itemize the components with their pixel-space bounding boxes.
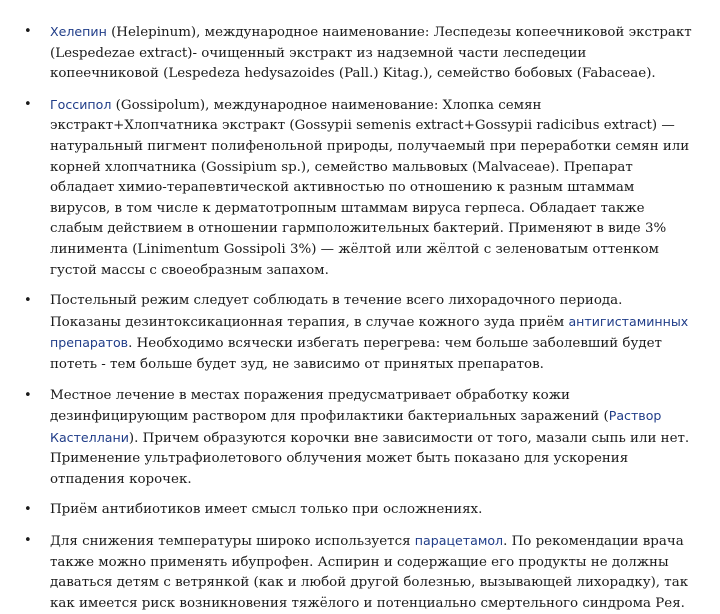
- list-item-antibiotics: [20, 500, 696, 521]
- bullet-list: [20, 22, 696, 614]
- item-text: (Gossipolum), международное наименование: Хлопка семян экстракт+Хлопчатника экстракт (Gossypii semenis extract+Gossypii radicibus extract) — натуральный пигмент полифенольной природы, получаемый при переработки семян или корней хлопчатника (Gossipium sp.), семейство мальвовых (Malvaceae). Препарат обладает химио-терапевтической активностью по отношению к разным штаммам вирусов, в том числе к дерматотропным штаммам вируса герпеса. Обладает также слабым действием в отношении гармположительных бактерий. Применяют в виде 3% линимента (Linimentum Gossipoli 3%) — жёлтой или жёлтой с зеленоватым оттенком густой массы с своеобразным запахом.: [50, 97, 690, 278]
- list-item-bed-rest: [20, 291, 696, 375]
- link-helepin[interactable]: Хелепин: [50, 24, 107, 39]
- item-text: Приём антибиотиков имеет смысл только при осложнениях.: [50, 502, 483, 518]
- bullet-icon: •: [24, 24, 32, 39]
- bullet-icon: •: [24, 96, 32, 112]
- item-text-after: ). Причем образуются корочки вне зависимости от того, мазали сыпь или нет. Применение ультрафиолетового облучения может быть показано для ускорения отпадения корочек.: [50, 430, 690, 487]
- item-text-before: Постельный режим следует соблюдать в течение всего лихорадочного периода. Показаны дезинтоксикационная терапия, в случае кожного зуда приём: [50, 293, 623, 330]
- list-item-helepin: [20, 22, 696, 85]
- list-item-local-treatment: [20, 386, 696, 491]
- bullet-icon: •: [24, 387, 32, 403]
- link-antihistamines[interactable]: антигистаминных препаратов: [50, 313, 689, 351]
- link-paracetamol[interactable]: парацетамол: [414, 533, 504, 549]
- bullet-icon: •: [24, 293, 32, 309]
- item-text-before: Местное лечение в местах поражения предусматривает обработку кожи дезинфицирующим раствором для профилактики бактериальных заражений (: [50, 387, 609, 425]
- item-text: (Helepinum), международное наименование: Леспедезы копеечниковой экстракт (Lespedezae extract)- очищенный экстракт из надземной части леспедеции копеечниковой (Lespedeza hedysazoides (Pall.) Kitag.), семейство бобовых (Fabaceae).: [50, 25, 692, 82]
- link-castellani[interactable]: Раствор Кастеллани: [50, 408, 662, 445]
- list-item-gossipol: [20, 95, 696, 281]
- link-gossipol[interactable]: Госсипол: [50, 96, 112, 112]
- list-item-temperature: [20, 531, 696, 614]
- bullet-icon: •: [24, 502, 32, 518]
- item-text-after: . По рекомендации врача также можно применять ибупрофен. Аспирин и содержащие его продукты не должны даваться детям с ветрянкой (как и любой другой болезнью, вызывающей лихорадку), так как имеется риск возникновения тяжёлого и потенциально смертельного синдрома Рея.: [50, 534, 689, 611]
- item-text-after: . Необходимо всячески избегать перегрева: чем больше заболевший будет потеть - тем больше будет зуд, не зависимо от принятых препаратов.: [50, 336, 662, 372]
- item-text-before: Для снижения температуры широко используется: [50, 534, 415, 550]
- bullet-icon: •: [24, 533, 32, 549]
